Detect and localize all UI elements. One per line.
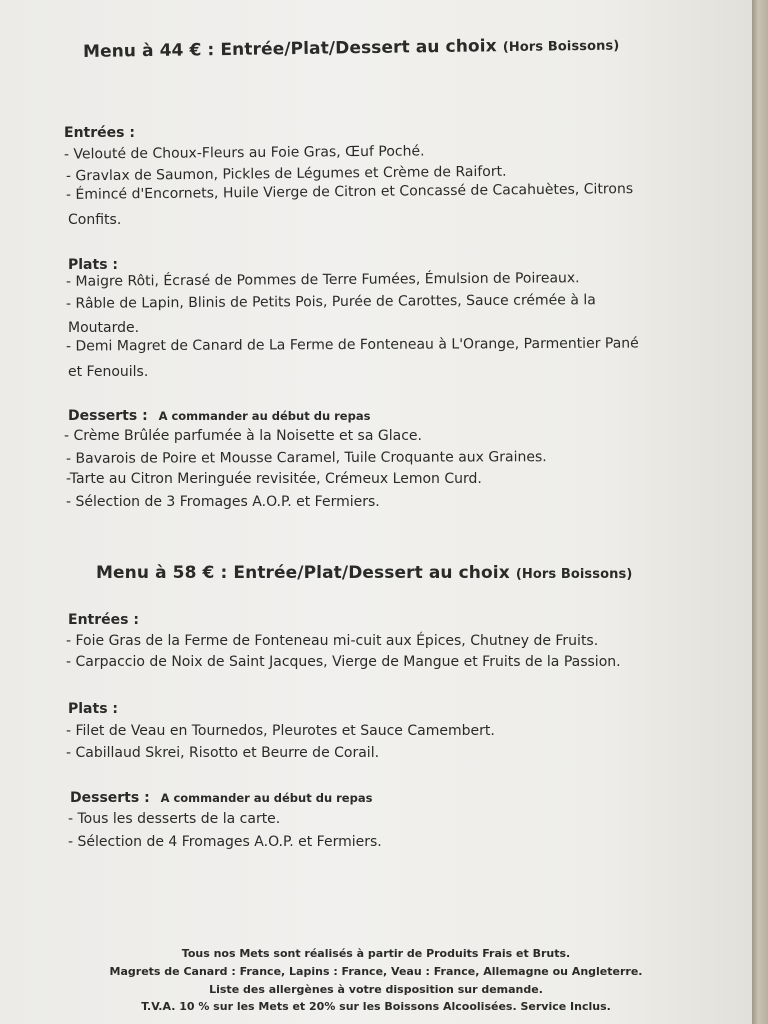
menu1-desserts-label: Desserts : (68, 408, 148, 424)
menu2-entree-item: - Foie Gras de la Ferme de Fonteneau mi-cuit aux Épices, Chutney de Fruits. (66, 633, 599, 649)
paper-edge-shadow (752, 0, 768, 1024)
menu1-entree-item: - Gravlax de Saumon, Pickles de Légumes et Crème de Raifort. (65, 163, 507, 185)
menu2-title-note: (Hors Boissons) (515, 567, 633, 582)
menu1-entree-item: - Émincé d'Encornets, Huile Vierge de Citron et Concassé de Cacahuètes, Citrons (65, 181, 634, 203)
menu1-plat-item: - Râble de Lapin, Blinis de Petits Pois, Purée de Carottes, Sauce crémée à la (65, 292, 596, 312)
menu1-plat-item: et Fenouils. (68, 364, 149, 380)
menu2-desserts-heading (70, 790, 372, 806)
menu2-title (96, 563, 632, 583)
menu1-dessert-item: -Tarte au Citron Meringuée revisitée, Crémeux Lemon Curd. (66, 471, 482, 487)
menu2-dessert-item: - Sélection de 4 Fromages A.O.P. et Fermiers. (68, 834, 382, 850)
menu1-title-main: Menu à 44 € : Entrée/Plat/Dessert au choix (82, 36, 497, 62)
menu1-dessert-item: - Sélection de 3 Fromages A.O.P. et Fermiers. (66, 494, 380, 510)
footer-line: Tous nos Mets sont réalisés à partir de Produits Frais et Bruts. (181, 947, 571, 960)
footer-line: Liste des allergènes à votre disposition sur demande. (209, 983, 543, 996)
footer-line: Magrets de Canard : France, Lapins : France, Veau : France, Allemagne ou Angleterre. (109, 965, 643, 978)
menu1-title-note: (Hors Boissons) (502, 38, 620, 56)
menu2-dessert-item: - Tous les desserts de la carte. (68, 811, 281, 827)
menu2-plat-item: - Cabillaud Skrei, Risotto et Beurre de Corail. (66, 745, 380, 761)
menu2-plats-heading: Plats : (68, 701, 119, 717)
menu2-entrees-heading: Entrées : (68, 612, 139, 628)
menu2-entree-item: - Carpaccio de Noix de Saint Jacques, Vierge de Mangue et Fruits de la Passion. (66, 654, 621, 670)
menu1-plat-item: - Demi Magret de Canard de La Ferme de Fonteneau à L'Orange, Parmentier Pané (65, 335, 639, 355)
menu1-entrees-heading: Entrées : (64, 125, 135, 141)
menu1-plat-item: - Maigre Rôti, Écrasé de Pommes de Terre Fumées, Émulsion de Poireaux. (65, 270, 580, 290)
menu1-plat-item: Moutarde. (68, 320, 140, 336)
menu1-title (83, 35, 620, 62)
menu1-entree-item: - Velouté de Choux-Fleurs au Foie Gras, Œuf Poché. (63, 143, 425, 163)
menu1-dessert-item: - Crème Brûlée parfumée à la Noisette et sa Glace. (64, 428, 422, 444)
menu2-desserts-label: Desserts : (70, 790, 150, 806)
menu2-title-main: Menu à 58 € : Entrée/Plat/Dessert au choix (96, 563, 510, 583)
footer-line: T.V.A. 10 % sur les Mets et 20% sur les Boissons Alcoolisées. Service Inclus. (141, 1000, 611, 1013)
menu1-desserts-heading (68, 408, 370, 424)
menu2-desserts-note: A commander au début du repas (160, 791, 373, 805)
menu1-dessert-item: - Bavarois de Poire et Mousse Caramel, Tuile Croquante aux Graines. (65, 449, 547, 467)
menu2-plat-item: - Filet de Veau en Tournedos, Pleurotes et Sauce Camembert. (66, 723, 495, 739)
menu1-plats-heading: Plats : (68, 257, 119, 273)
menu1-desserts-note: A commander au début du repas (158, 409, 371, 423)
menu1-entree-item: Confits. (68, 212, 122, 228)
